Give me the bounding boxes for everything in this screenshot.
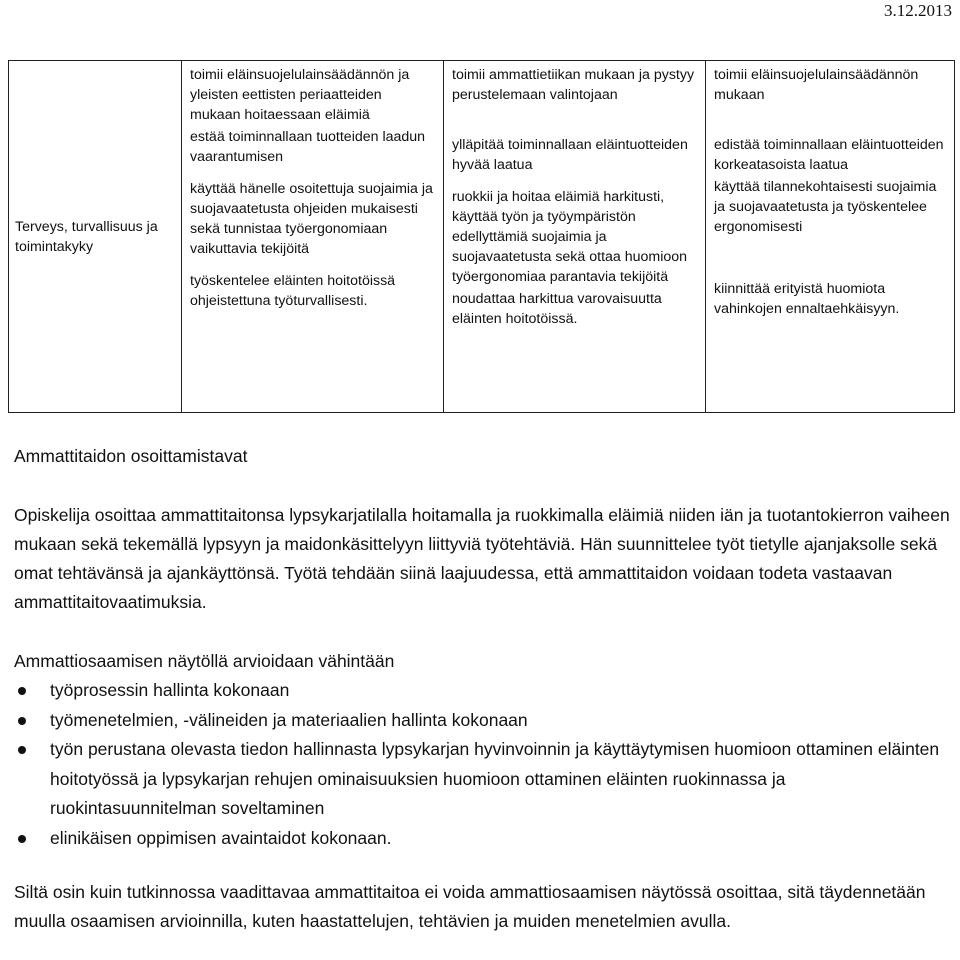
- table-cell-level3: [706, 61, 955, 413]
- row-label: Terveys, turvallisuus ja toimintakyky: [9, 61, 182, 413]
- paragraph-demonstration: Opiskelija osoittaa ammattitaitonsa lypsykarjatilalla hoitamalla ja ruokkimalla eläimiä niiden iän ja tuotantokierron vaiheen mukaan sekä tekemällä lypsyyn ja maidonkäsittelyyn liittyviä työtehtäviä. Hän suunnittelee työt tietylle ajanjaksolle sekä omat tehtävänsä ja ajankäyttönsä. Työtä tehdään siinä laajuudessa, että ammattitaidon voidaan todeta vastaavan ammattitaitovaatimuksia.: [14, 505, 950, 612]
- list-item: [14, 824, 944, 854]
- criterion-text: ruokkii ja hoitaa eläimiä harkitusti, käyttää työn ja työympäristön edellyttämiä suojaimia ja suojavaatetusta sekä ottaa huomioon työergonomiaa parantavia tekijöitä: [452, 189, 688, 285]
- criteria-list: [14, 676, 944, 853]
- criterion-text: työskentelee eläinten hoitotöissä ohjeistettuna työturvallisesti.: [190, 273, 396, 309]
- criterion-text: kiinnittää erityistä huomiota vahinkojen ennaltaehkäisyyn.: [714, 281, 900, 317]
- bullet-icon: [18, 717, 26, 725]
- criterion-text: ylläpitää toiminnallaan eläintuotteiden hyvää laatua: [452, 137, 688, 173]
- criterion-text: toimii eläinsuojelulainsäädännön mukaan: [714, 67, 919, 103]
- list-intro: Ammattiosaamisen näytöllä arvioidaan vähintään: [14, 651, 395, 671]
- table-cell-level1: [182, 61, 444, 413]
- assessment-table: [8, 60, 955, 413]
- bullet-icon: [18, 687, 26, 695]
- criterion-text: estää toiminnallaan tuotteiden laadun vaarantumisen: [190, 129, 426, 165]
- bullet-icon: [18, 835, 26, 843]
- criterion-text: toimii eläinsuojelulainsäädännön ja yleisten eettisten periaatteiden mukaan hoitaessaan eläimiä: [190, 67, 410, 123]
- bullet-icon: [18, 746, 26, 754]
- list-item-text: elinikäisen oppimisen avaintaidot kokonaan.: [50, 827, 392, 848]
- criterion-text: toimii ammattietiikan mukaan ja pystyy perustelemaan valintojaan: [452, 67, 695, 103]
- list-item: [14, 735, 944, 824]
- criterion-text: noudattaa harkittua varovaisuutta eläinten hoitotöissä.: [452, 291, 662, 327]
- list-item-text: työmenetelmien, -välineiden ja materiaalien hallinta kokonaan: [50, 709, 528, 730]
- criterion-text: edistää toiminnallaan eläintuotteiden korkeatasoista laatua: [714, 137, 944, 173]
- criterion-text: käyttää hänelle osoitettuja suojaimia ja suojavaatetusta ohjeiden mukaisesti sekä tunnistaa työergonomiaan vaikuttavia tekijöitä: [190, 181, 433, 257]
- table-cell-level2: [444, 61, 706, 413]
- header-date: 3.12.2013: [884, 1, 952, 20]
- paragraph-supplement: Siltä osin kuin tutkinnossa vaadittavaa ammattitaitoa ei voida ammattiosaamisen näytössä osoittaa, sitä täydennetään muulla osaamisen arvioinnilla, kuten haastattelujen, tehtävien ja muiden menetelmien avulla.: [14, 882, 926, 931]
- criterion-text: käyttää tilannekohtaisesti suojaimia ja suojavaatetusta ja työskentelee ergonomisesti: [714, 179, 937, 235]
- list-item: [14, 706, 944, 736]
- list-item: [14, 676, 944, 706]
- table-row: [9, 61, 955, 413]
- list-item-text: työprosessin hallinta kokonaan: [50, 680, 290, 700]
- section-title: Ammattitaidon osoittamistavat: [14, 446, 248, 466]
- list-item-text: työn perustana olevasta tiedon hallinnasta lypsykarjan hyvinvoinnin ja käyttäytymisen huomioon ottaminen eläinten hoitotyössä ja lypsykarjan rehujen ominaisuuksien huomioon ottaminen eläinten ruokinnassa ja ruokintasuunnitelman soveltaminen: [50, 739, 940, 818]
